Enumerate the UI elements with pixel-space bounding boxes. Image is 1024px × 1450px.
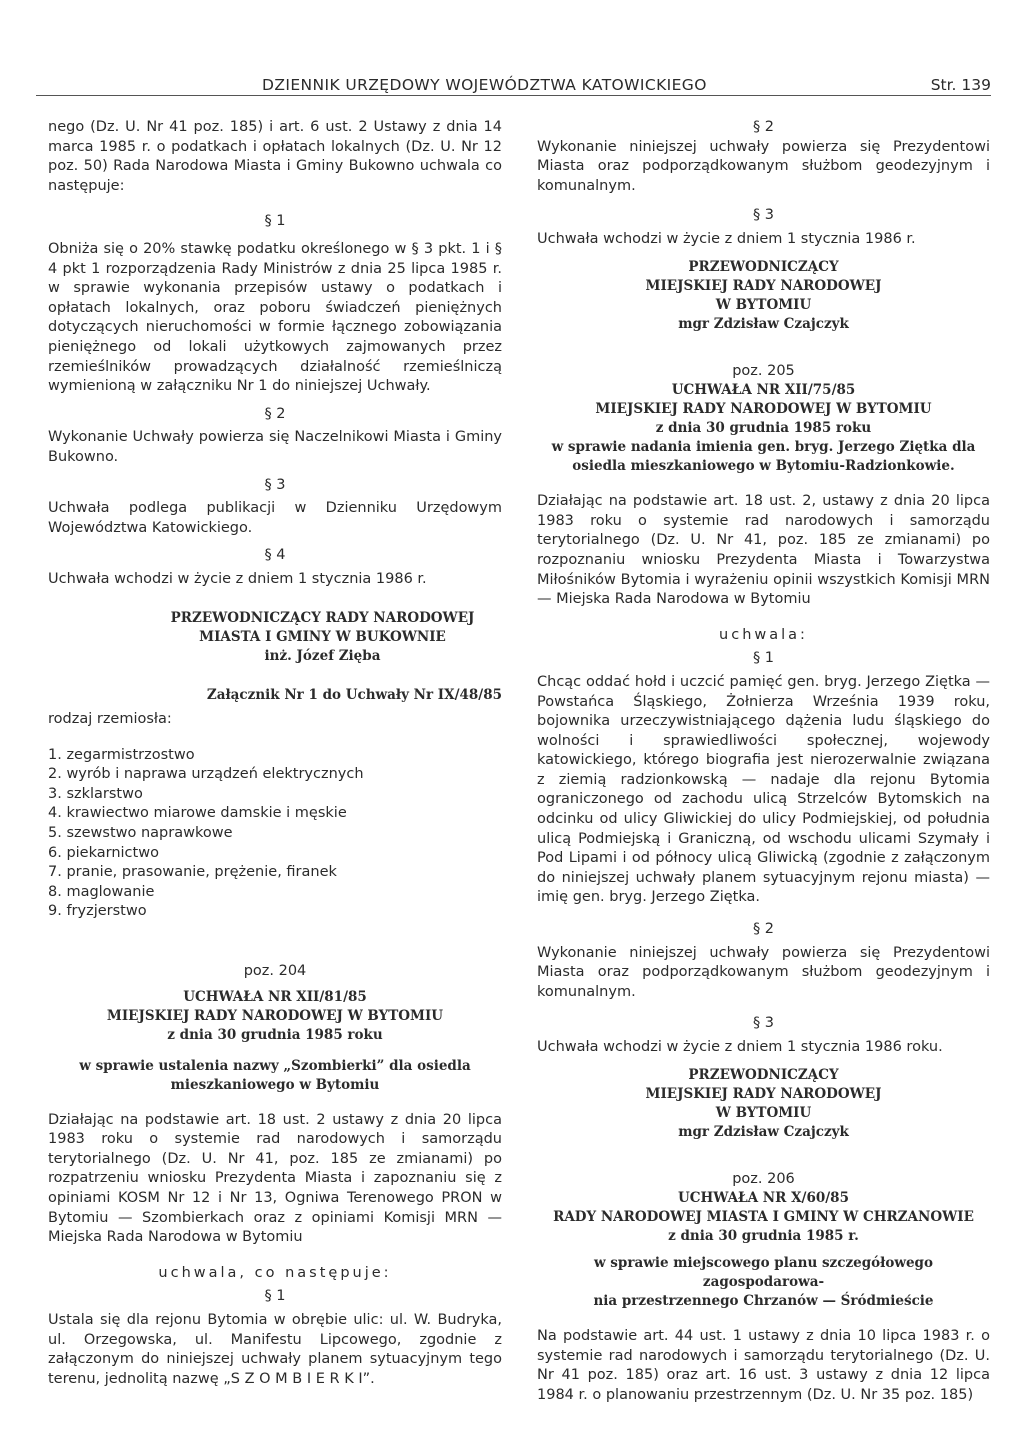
resolution-206-date: z dnia 30 grudnia 1985 r. xyxy=(668,1228,859,1245)
journal-title: DZIENNIK URZĘDOWY WOJEWÓDZTWA KATOWICKIEGO xyxy=(262,76,707,94)
r-section-2-text: Wykonanie niniejszej uchwały powierza się Prezydentowi Miasta oraz podporządkowanym służbom geodezyjnym i komunalnym. xyxy=(537,138,990,194)
resolution-205-s2-text: Wykonanie niniejszej uchwały powierza się Prezydentowi Miasta oraz podporządkowanym służbom geodezyjnym i komunalnym. xyxy=(537,944,990,1000)
right-column xyxy=(537,118,990,1406)
resolution-206-title: UCHWAŁA NR X/60/85 xyxy=(678,1190,849,1207)
signature-line-3: W BYTOMIU xyxy=(715,1104,812,1121)
resolution-204-intro: Działając na podstawie art. 18 ust. 2 ustawy z dnia 20 lipca 1983 roku o systemie rad narodowych i samorządu terytorialnego (Dz. U. Nr 41, poz. 185 ze zmianami) po rozpatrzeniu wniosku Prezydenta Miasta i zapoznaniu się z opiniami KOSM Nr 12 i Nr 13, Ogniwa Terenowego PRON w Bytomiu — Szombierkach oraz z opiniami Komisji MRN — Miejska Rada Narodowa w Bytomiu xyxy=(48,1111,502,1246)
signature-line-3: inż. Józef Zięba xyxy=(264,648,381,665)
trades-label: rodzaj rzemiosła: xyxy=(48,711,172,728)
list-item: 9. fryzjerstwo xyxy=(48,903,147,920)
resolution-204-title: UCHWAŁA NR XII/81/85 xyxy=(183,988,367,1005)
resolution-204-subject-1: w sprawie ustalenia nazwy „Szombierki” dla osiedla xyxy=(79,1057,471,1074)
resolution-205-s2-title: § 2 xyxy=(752,921,775,938)
signature-line-2: MIEJSKIEJ RADY NARODOWEJ xyxy=(645,277,882,294)
list-item: 6. piekarnictwo xyxy=(48,844,159,861)
section-4-text: Uchwała wchodzi w życie z dniem 1 stycznia 1986 r. xyxy=(48,570,427,587)
signature-line-2: MIEJSKIEJ RADY NARODOWEJ xyxy=(645,1085,882,1102)
resolution-204-date: z dnia 30 grudnia 1985 roku xyxy=(167,1026,383,1043)
signature-line-1: PRZEWODNICZĄCY xyxy=(688,1066,839,1083)
r-section-3-text: Uchwała wchodzi w życie z dniem 1 stycznia 1986 r. xyxy=(537,230,916,247)
list-item: 1. zegarmistrzostwo xyxy=(48,746,195,763)
resolution-204-s1-text: Ustala się dla rejonu Bytomia w obrębie ulic: ul. W. Budryka, ul. Orzegowska, ul. Manifestu Lipcowego, zgodnie z załączonym do niniejszej uchwały planem sytuacyjnym tego terenu, jednolitą nazwę „S Z O M B I E R K I”. xyxy=(48,1311,502,1387)
signature-line-4: mgr Zdzisław Czajczyk xyxy=(678,315,849,332)
poz-206: poz. 206 xyxy=(732,1170,795,1187)
r-section-3-title: § 3 xyxy=(752,207,775,224)
section-1-text: Obniża się o 20% stawkę podatku określonego w § 3 pkt. 1 i § 4 pkt 1 rozporządzenia Rady Ministrów z dnia 25 lipca 1985 r. w sprawie wykonania przepisów ustawy o podatkach i opłatach lokalnych, oraz poboru świadczeń pieniężnych dotyczących nieruchomości w formie łącznego zobowiązania pieniężnego od lokali użytkowych zajmowanych przez rzemieślników prowadzących działalność rzemieślniczą wymienioną w załączniku Nr 1 do niniejszej Uchwały. xyxy=(48,240,502,395)
resolution-205-body: MIEJSKIEJ RADY NARODOWEJ W BYTOMIU xyxy=(595,401,932,418)
left-column xyxy=(48,118,502,1389)
list-item: 8. maglowanie xyxy=(48,883,155,900)
resolution-205-s1-title: § 1 xyxy=(752,650,775,667)
resolution-205-s1-text: Chcąc oddać hołd i uczcić pamięć gen. bryg. Jerzego Ziętka — Powstańca Śląskiego, Żołnierza Września 1939 roku, bojownika urzeczywistniającego dążenia ludu śląskiego do wolności i sprawiedliwości społecznej, wojewody katowickiego, którego biografia jest nierozerwalnie związana z ziemią radzionkowską — nadaje dla rejonu Bytomia ograniczonego od zachodu ulicą Strzelców Bytomskich na odcinku od ulicy Gliwickiej do ulicy Podmiejskiej, od południa ulicą Podmiejską i Graniczną, od wschodu ulicami Szymały i Pod Lipami i od północy ulicą Gliwicką (zgodnie z załączonym do niniejszej uchwały planem sytuacyjnym rejonu miasta) — imię gen. bryg. Jerzego Ziętka. xyxy=(537,673,990,906)
trades-list xyxy=(48,746,502,922)
list-item: 7. pranie, prasowanie, prężenie, firanek xyxy=(48,864,337,881)
resolution-206-intro: Na podstawie art. 44 ust. 1 ustawy z dnia 10 lipca 1983 r. o systemie rad narodowych i samorządu terytorialnego (Dz. U. Nr 41 poz. 185) oraz art. 16 ust. 3 ustawy z dnia 12 lipca 1984 r. o planowaniu przestrzennym (Dz. U. Nr 35 poz. 185) xyxy=(537,1328,990,1403)
list-item: 3. szklarstwo xyxy=(48,785,143,802)
page-header xyxy=(36,70,991,96)
signature-line-4: mgr Zdzisław Czajczyk xyxy=(678,1123,849,1140)
resolution-204-header xyxy=(48,988,502,1095)
resolution-205-s3-text: Uchwała wchodzi w życie z dniem 1 stycznia 1986 roku. xyxy=(537,1039,943,1055)
signature-bytom-2 xyxy=(537,1066,990,1142)
resolution-206-header xyxy=(537,1189,990,1311)
section-3-title: § 3 xyxy=(264,476,286,493)
signature-bytom-1 xyxy=(537,258,990,334)
poz-205: poz. 205 xyxy=(732,362,795,379)
section-4-title: § 4 xyxy=(264,547,286,564)
signature-bukowno xyxy=(48,609,502,666)
appendix-title: Załącznik Nr 1 do Uchwały Nr IX/48/85 xyxy=(206,687,502,704)
section-2-title: § 2 xyxy=(264,405,286,422)
resolution-205-subject-2: osiedla mieszkaniowego w Bytomiu-Radzionkowie. xyxy=(572,458,955,475)
resolution-205-resolves: uchwala: xyxy=(719,626,808,643)
list-item: 4. krawiectwo miarowe damskie i męskie xyxy=(48,805,347,822)
resolution-205-intro: Działając na podstawie art. 18 ust. 2, ustawy z dnia 20 lipca 1983 roku o systemie rad narodowych i samorządu terytorialnego (Dz. U. Nr 41, poz. 185 ze zmianami) po rozpoznaniu wniosku Prezydenta Miasta i Towarzystwa Miłośników Bytomia i wyrażeniu opinii wszystkich Komisji MRN — Miejska Rada Narodowa w Bytomiu xyxy=(537,493,990,608)
signature-line-1: PRZEWODNICZĄCY xyxy=(688,258,839,275)
resolution-205-title: UCHWAŁA NR XII/75/85 xyxy=(671,382,856,399)
r-section-2-title: § 2 xyxy=(752,119,775,135)
resolution-205-header xyxy=(537,381,990,476)
list-item: 5. szewstwo naprawkowe xyxy=(48,825,233,842)
signature-line-3: W BYTOMIU xyxy=(715,296,812,313)
resolution-205-date: z dnia 30 grudnia 1985 roku xyxy=(655,420,872,437)
section-2-text: Wykonanie Uchwały powierza się Naczelnikowi Miasta i Gminy Bukowno. xyxy=(48,429,502,465)
signature-line-2: MIASTA I GMINY W BUKOWNIE xyxy=(199,629,446,646)
resolution-206-subject-2: nia przestrzennego Chrzanów — Śródmieście xyxy=(593,1293,934,1310)
resolution-205-s3-title: § 3 xyxy=(752,1015,775,1032)
page-number: Str. 139 xyxy=(930,76,991,94)
section-1-title: § 1 xyxy=(264,213,286,230)
list-item: 2. wyrób i naprawa urządzeń elektrycznych xyxy=(48,766,364,783)
signature-line-1: PRZEWODNICZĄCY RADY NARODOWEJ xyxy=(170,610,475,627)
header-rule xyxy=(36,95,991,96)
resolution-204-body: MIEJSKIEJ RADY NARODOWEJ W BYTOMIU xyxy=(106,1007,444,1024)
intro-paragraph: nego (Dz. U. Nr 41 poz. 185) i art. 6 ust. 2 Ustawy z dnia 14 marca 1985 r. o podatkach i opłatach lokalnych (Dz. U. Nr 12 poz. 50) Rada Narodowa Miasta i Gminy Bukowno uchwala co następuje: xyxy=(48,119,502,194)
resolution-205-subject-1: w sprawie nadania imienia gen. bryg. Jerzego Ziętka dla xyxy=(551,439,976,456)
resolution-206-body: RADY NARODOWEJ MIASTA I GMINY W CHRZANOWIE xyxy=(553,1209,974,1226)
resolution-204-resolves: uchwala, co następuje: xyxy=(158,1264,392,1281)
section-3-text: Uchwała podlega publikacji w Dzienniku Urzędowym Województwa Katowickiego. xyxy=(48,500,502,536)
resolution-204-s1-title: § 1 xyxy=(264,1288,286,1305)
resolution-206-subject-1: w sprawie miejscowego planu szczegółowego zagospodarowa- xyxy=(593,1255,933,1291)
resolution-204-subject-2: mieszkaniowego w Bytomiu xyxy=(170,1076,380,1093)
poz-204: poz. 204 xyxy=(243,963,307,979)
